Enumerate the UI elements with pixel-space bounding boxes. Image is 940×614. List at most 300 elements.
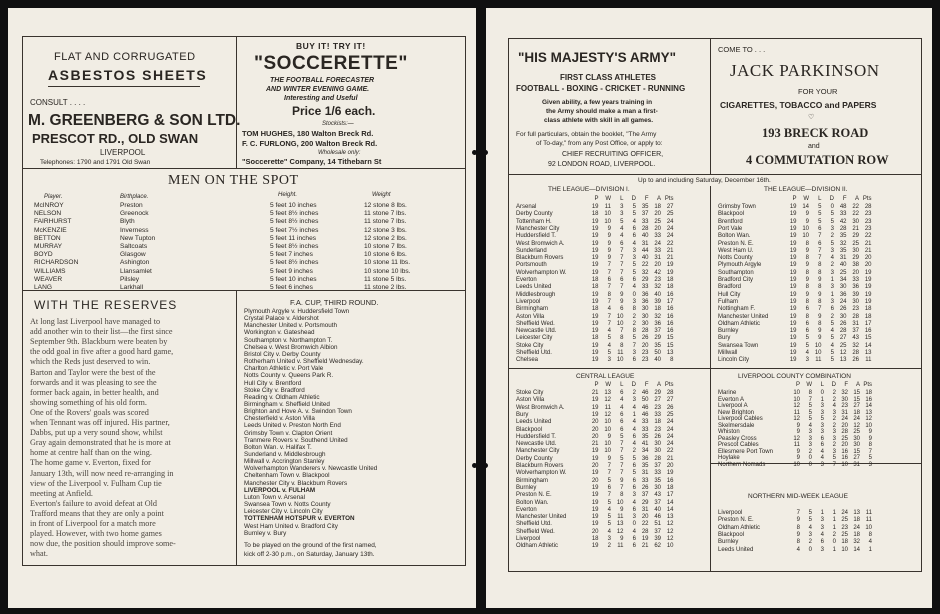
table-cell: 1	[832, 510, 836, 516]
table-cell: 21	[864, 247, 872, 254]
table-cell: 33	[641, 426, 649, 433]
table-cell: 40	[839, 262, 847, 269]
table-header: F	[644, 196, 649, 202]
table-cell: 28	[641, 528, 649, 535]
table-cell: 21	[641, 543, 649, 550]
player-cell: New Tupton	[120, 234, 156, 242]
table-cell: 2	[632, 448, 636, 455]
table-cell: 2	[830, 262, 834, 269]
table-cell: 8	[620, 342, 624, 349]
fa-cup-tie: Brighton and Hove A. v. Swindon Town	[244, 408, 352, 416]
soccerette-price: Price 1/6 each.	[292, 104, 376, 118]
table-cell: 1	[832, 517, 836, 524]
table-cell: 9	[818, 335, 822, 342]
table-cell: 36	[654, 320, 661, 327]
table-cell: 5	[832, 455, 836, 461]
table-team: Burnley	[718, 328, 739, 335]
table-cell: 5	[632, 204, 636, 210]
table-cell: 0	[632, 291, 636, 298]
army-name: "HIS MAJESTY'S ARMY"	[518, 50, 677, 65]
table-cell: 46	[641, 404, 649, 411]
table-header: A	[656, 382, 661, 388]
table-cell: 7	[620, 269, 624, 276]
table-cell: 9	[796, 429, 800, 435]
table-team: Notts County	[718, 255, 753, 262]
table-cell: 1	[830, 291, 834, 298]
table-cell: 23	[654, 277, 661, 283]
table-cell: 16	[666, 477, 674, 484]
table-cell: 6	[632, 463, 636, 469]
table-cell: 6	[632, 536, 636, 542]
table-cell: 39	[654, 298, 661, 305]
table-cell: 3	[632, 492, 636, 499]
table-cell: 29	[654, 335, 661, 342]
table-cell: 16	[841, 455, 848, 461]
table-cell: 10	[604, 448, 611, 455]
table-team: Sunderland	[516, 247, 547, 254]
player-cell: MURRAY	[34, 243, 63, 250]
table-cell: 37	[641, 492, 649, 499]
table-cell: 10	[616, 499, 624, 506]
table-cell: 9	[805, 211, 809, 218]
fa-cup-tie: Cheltenham Town v. Blackpool	[244, 472, 330, 480]
table-cell: 35	[641, 463, 649, 469]
table-team: Port Vale	[718, 225, 743, 232]
table-team: West Ham U.	[718, 247, 754, 254]
table-cell: 30	[852, 247, 859, 254]
table-cell: 5	[607, 477, 611, 484]
table-cell: 19	[591, 506, 599, 513]
table-cell: 3	[820, 524, 824, 531]
army-line8: CHIEF RECRUITING OFFICER,	[562, 151, 664, 158]
table-cell: 10	[604, 218, 611, 225]
table-cell: 20	[654, 211, 661, 218]
table-cell: 36	[641, 291, 649, 298]
soccerette-stockists: Stockists:—	[322, 121, 354, 127]
table-cell: 2	[832, 422, 836, 429]
table-cell: 35	[641, 204, 649, 210]
table-cell: 9	[796, 517, 800, 524]
table-team: Peasley Cross	[718, 435, 757, 442]
table-team: Fulham	[718, 298, 739, 305]
table-cell: 7	[832, 461, 836, 468]
fa-cup-tie: Hull City v. Brentford	[244, 379, 302, 387]
table-team: Leeds United	[718, 546, 754, 553]
table-cell: 19	[864, 284, 872, 291]
table-cell: 35	[839, 247, 847, 254]
table-cell: 19	[789, 277, 797, 283]
jack-come: COME TO . . .	[718, 45, 766, 54]
player-cell: WILLIAMS	[34, 267, 66, 275]
table-cell: 7	[620, 484, 624, 491]
table-cell: 13	[666, 350, 674, 356]
table-cell: 4	[796, 546, 800, 553]
table-cell: 50	[641, 397, 649, 404]
table-cell: 25	[841, 435, 848, 442]
table-header: F	[644, 382, 649, 388]
table-cell: 50	[654, 350, 661, 356]
table-team: Leicester City	[516, 335, 553, 342]
table-team: Everton	[516, 277, 537, 283]
fa-cup-tie: Chesterfield v. Aston Villa	[244, 415, 315, 423]
table-cell: 22	[864, 233, 872, 240]
table-cell: 12	[604, 397, 611, 404]
table-cell: 0	[820, 390, 824, 396]
table-cell: 10	[865, 422, 872, 429]
table-cell: 3	[820, 517, 824, 524]
table-cell: 7	[607, 269, 611, 276]
reserves-line: which the Reds just deserved to win.	[30, 357, 151, 367]
table-header: L	[820, 382, 824, 388]
table-header: F	[844, 382, 848, 388]
table-cell: 25	[839, 269, 847, 276]
table-team: Millwall	[718, 350, 738, 356]
table-cell: 14	[802, 204, 809, 210]
player-cell: Greenock	[120, 210, 149, 218]
table-team: Sheffield Utd.	[516, 521, 552, 528]
table-cell: 25	[853, 429, 860, 435]
player-cell: 11 stone 7 lbs.	[364, 218, 407, 226]
fa-cup-tie: West Ham United v. Bradford City	[244, 522, 338, 530]
table-cell: 24	[841, 510, 848, 516]
table-cell: 10	[841, 461, 848, 468]
table-cell: 5	[830, 211, 834, 218]
table-team: Leeds United	[516, 419, 552, 426]
table-cell: 14	[666, 499, 674, 506]
table-cell: 11	[793, 409, 800, 416]
table-team: Burnley	[516, 484, 537, 491]
table-cell: 11	[865, 357, 872, 364]
table-cell: 6	[620, 426, 624, 433]
table-cell: 1	[632, 411, 636, 418]
table-cell: 36	[839, 291, 847, 298]
table-cell: 5	[818, 211, 822, 218]
table-cell: 23	[864, 218, 872, 225]
table-cell: 3	[805, 357, 809, 364]
division-one-title: THE LEAGUE—DIVISION I.	[548, 186, 630, 193]
table-cell: 32	[654, 284, 661, 291]
table-header: D	[631, 382, 636, 388]
fa-cup-tie: Manchester City v. Blackburn Rovers	[244, 479, 348, 487]
table-cell: 35	[641, 433, 649, 440]
table-cell: 19	[591, 448, 599, 455]
player-cell: 10 stone 6 lbs.	[364, 251, 407, 259]
table-cell: 48	[839, 204, 847, 210]
table-cell: 44	[641, 247, 649, 254]
table-cell: 19	[864, 291, 872, 298]
fa-cup-tie: Workington v. Gateshead	[244, 329, 315, 337]
player-cell: 12 stone 8 lbs.	[364, 202, 407, 209]
table-cell: 36	[641, 455, 649, 462]
table-cell: 39	[852, 291, 859, 298]
table-cell: 27	[853, 403, 860, 409]
reserves-line: meeting at Anfield.	[30, 488, 93, 498]
table-cell: 33	[654, 233, 661, 240]
player-cell: BETTON	[34, 234, 61, 242]
table-cell: 21	[591, 390, 599, 396]
table-cell: 7	[607, 470, 611, 477]
table-team: Aston Villa	[516, 397, 545, 404]
table-cell: 38	[852, 262, 859, 269]
table-cell: 19	[591, 411, 599, 418]
table-cell: 12	[793, 403, 800, 409]
reserves-line: January 13th, will now need re-arranging in	[30, 468, 174, 478]
table-cell: 19	[591, 313, 599, 320]
table-cell: 5	[632, 455, 636, 462]
table-cell: 4	[868, 539, 872, 546]
table-cell: 5	[830, 320, 834, 327]
fa-cup-tie: Wolverhampton Wanderers v. Newcastle United	[244, 465, 378, 473]
table-cell: 6	[818, 240, 822, 247]
table-cell: 22	[852, 211, 859, 218]
table-cell: 11	[815, 357, 822, 364]
table-cell: 20	[591, 463, 599, 469]
table-team: Southampton	[718, 269, 754, 276]
table-header: F	[842, 196, 847, 202]
fa-cup-tie: Bolton Wan. v. Halifax T.	[244, 443, 312, 451]
table-cell: 5	[868, 455, 872, 461]
soccerette-stockist1: TOM HUGHES, 180 Walton Breck Rd.	[242, 129, 374, 138]
table-cell: 29	[852, 233, 859, 240]
table-team: Oldham Athletic	[718, 320, 761, 327]
table-cell: 4	[632, 499, 636, 506]
table-team: Tottenham H.	[516, 218, 552, 225]
table-cell: 33	[654, 247, 661, 254]
table-cell: 23	[864, 211, 872, 218]
table-cell: 8	[868, 442, 872, 448]
table-cell: 3	[868, 461, 872, 468]
staple-hole	[472, 463, 476, 468]
table-cell: 8	[818, 320, 822, 327]
table-cell: 31	[853, 461, 860, 468]
table-cell: 9	[818, 313, 822, 320]
table-cell: 0	[830, 204, 834, 210]
table-cell: 26	[641, 484, 649, 491]
table-cell: 10	[616, 357, 624, 364]
table-cell: 36	[641, 298, 649, 305]
player-cell: 10 stone 11 lbs.	[364, 259, 411, 267]
army-line9: 92 LONDON ROAD, LIVERPOOL.	[548, 161, 656, 168]
table-cell: 19	[591, 320, 599, 327]
table-cell: 11	[617, 543, 624, 550]
table-cell: 6	[632, 484, 636, 491]
table-cell: 19	[789, 335, 797, 342]
table-cell: 19	[591, 357, 599, 364]
table-cell: 2	[607, 543, 611, 550]
table-cell: 8	[632, 306, 636, 313]
table-cell: 4	[607, 506, 611, 513]
table-team: Huddersfield T.	[516, 433, 556, 440]
table-cell: 19	[789, 342, 797, 349]
table-cell: 20	[841, 422, 848, 429]
table-cell: 9	[805, 291, 809, 298]
soccerette-wholesale: Wholesale only:	[318, 150, 361, 156]
table-cell: 5	[830, 218, 834, 225]
table-cell: 1	[868, 546, 872, 553]
table-cell: 19	[789, 313, 797, 320]
table-cell: 10	[802, 225, 809, 232]
table-team: Manchester United	[718, 313, 769, 320]
table-cell: 19	[789, 262, 797, 269]
table-cell: 37	[852, 328, 859, 335]
table-cell: 30	[654, 448, 661, 455]
table-cell: 33	[654, 470, 661, 477]
table-cell: 20	[641, 342, 649, 349]
table-cell: 4	[620, 233, 624, 240]
table-team: Blackburn Rovers	[516, 463, 564, 469]
table-cell: 12	[666, 536, 674, 542]
table-cell: 9	[607, 240, 611, 247]
table-cell: 39	[654, 536, 661, 542]
fa-cup-tie: Millwall v. Accrington Stanley	[244, 458, 325, 466]
table-cell: 46	[654, 514, 661, 521]
table-cell: 5	[607, 521, 611, 528]
table-cell: 4	[632, 419, 636, 426]
table-header: Pts	[862, 196, 872, 202]
table-cell: 10	[616, 320, 624, 327]
player-cell: Glasgow	[120, 251, 146, 259]
table-cell: 9	[620, 291, 624, 298]
player-cell: 12 stone 2 lbs.	[364, 234, 407, 242]
table-team: Chelsea	[516, 357, 539, 364]
table-cell: 7	[620, 470, 624, 477]
table-cell: 8	[607, 291, 611, 298]
table-team: Bradford City	[718, 277, 754, 283]
table-cell: 4	[808, 422, 812, 429]
table-cell: 8	[805, 313, 809, 320]
table-cell: 4	[607, 306, 611, 313]
table-cell: 19	[591, 298, 599, 305]
table-cell: 23	[654, 404, 661, 411]
table-cell: 5	[818, 218, 822, 225]
reserves-line: now due, the position should improve some-	[30, 539, 176, 549]
player-cell: Preston	[120, 202, 143, 209]
table-cell: 10	[604, 441, 611, 448]
table-cell: 40	[641, 255, 649, 262]
player-cell: Ashington	[120, 259, 150, 267]
table-cell: 19	[591, 255, 599, 262]
table-cell: 14	[853, 546, 860, 553]
player-cell: RICHARDSON	[34, 259, 79, 267]
table-cell: 9	[607, 247, 611, 254]
table-team: Arsenal	[516, 204, 537, 210]
table-cell: 18	[864, 306, 872, 313]
table-cell: 24	[666, 218, 674, 225]
table-team: Birmingham	[516, 306, 549, 313]
fa-cup-tie: Sunderland v. Middlesbrough	[244, 451, 326, 458]
player-cell: McKENZIE	[34, 226, 67, 234]
table-team: Manchester City	[516, 448, 560, 455]
table-header: A	[656, 196, 661, 202]
table-cell: 19	[591, 291, 599, 298]
reserves-line: when Tennant was off injured. His partner,	[30, 418, 170, 427]
table-cell: 19	[789, 204, 797, 210]
table-cell: 4	[620, 404, 624, 411]
table-cell: 20	[864, 255, 872, 262]
table-cell: 26	[852, 357, 859, 364]
table-cell: 5	[808, 510, 812, 516]
table-cell: 7	[818, 306, 822, 313]
table-cell: 33	[641, 477, 649, 484]
table-cell: 6	[632, 506, 636, 513]
table-cell: 19	[789, 284, 797, 291]
table-cell: 18	[654, 204, 661, 210]
player-cell: Larkhall	[120, 284, 144, 291]
table-cell: 62	[654, 543, 661, 550]
table-cell: 28	[641, 328, 649, 335]
table-cell: 5	[805, 342, 809, 349]
player-cell: FAIRHURST	[34, 218, 72, 226]
table-cell: 18	[853, 531, 860, 538]
table-cell: 5	[607, 350, 611, 356]
table-cell: 27	[839, 335, 847, 342]
table-cell: 10	[802, 233, 809, 240]
table-cell: 1	[820, 510, 824, 516]
table-cell: 40	[654, 506, 661, 513]
table-cell: 0	[632, 521, 636, 528]
table-cell: 5	[607, 514, 611, 521]
table-team: Bradford	[718, 284, 742, 291]
table-cell: 3	[632, 298, 636, 305]
table-cell: 11	[604, 404, 611, 411]
table-header: Pts	[664, 382, 674, 388]
table-cell: 4	[632, 218, 636, 225]
table-cell: 6	[805, 328, 809, 335]
table-cell: 5	[830, 335, 834, 342]
table-team: Birmingham	[516, 477, 549, 484]
table-cell: 8	[796, 524, 800, 531]
fa-cup-note2: kick off 2-30 p.m., on Saturday, January 13th.	[244, 551, 375, 558]
table-cell: 18	[864, 313, 872, 320]
table-header: D	[831, 382, 836, 388]
table-team: West Bromwich A.	[516, 240, 565, 247]
table-cell: 2	[832, 531, 836, 538]
table-cell: 3	[832, 409, 836, 416]
table-cell: 19	[591, 328, 599, 335]
table-cell: 19	[591, 262, 599, 269]
men-header-player: Player.	[44, 194, 63, 200]
asbestos-telephones: Telephones: 1790 and 1791 Old Swan	[40, 159, 151, 166]
table-cell: 5	[620, 218, 624, 225]
reserves-line: September 9th. Blackburn were beaten by	[30, 337, 168, 347]
table-cell: 28	[839, 225, 847, 232]
table-cell: 8	[818, 298, 822, 305]
table-cell: 4	[632, 426, 636, 433]
table-cell: 27	[666, 204, 674, 210]
reserves-line: played. However, with two home games	[30, 529, 162, 539]
table-team: Wolverhampton W.	[516, 269, 567, 276]
table-cell: 30	[852, 218, 859, 225]
table-cell: 17	[666, 298, 674, 305]
table-cell: 20	[864, 262, 872, 269]
reserves-line: forwards and it was pleasing to see the	[30, 377, 157, 387]
table-cell: 20	[841, 442, 848, 448]
player-cell: BOYD	[34, 251, 53, 259]
table-cell: 18	[591, 536, 599, 542]
jack-for: FOR YOUR	[798, 87, 838, 96]
table-cell: 24	[654, 240, 661, 247]
table-cell: 6	[620, 306, 624, 313]
table-cell: 6	[820, 435, 824, 442]
table-cell: 3	[632, 247, 636, 254]
fa-cup-tie: Swansea Town v. Notts County	[244, 501, 331, 509]
table-cell: 2	[832, 396, 836, 403]
table-team: Derby County	[516, 211, 553, 218]
table-cell: 24	[839, 298, 847, 305]
asbestos-address: PRESCOT RD., OLD SWAN	[32, 131, 199, 146]
table-cell: 6	[632, 477, 636, 484]
table-cell: 10	[814, 350, 822, 356]
